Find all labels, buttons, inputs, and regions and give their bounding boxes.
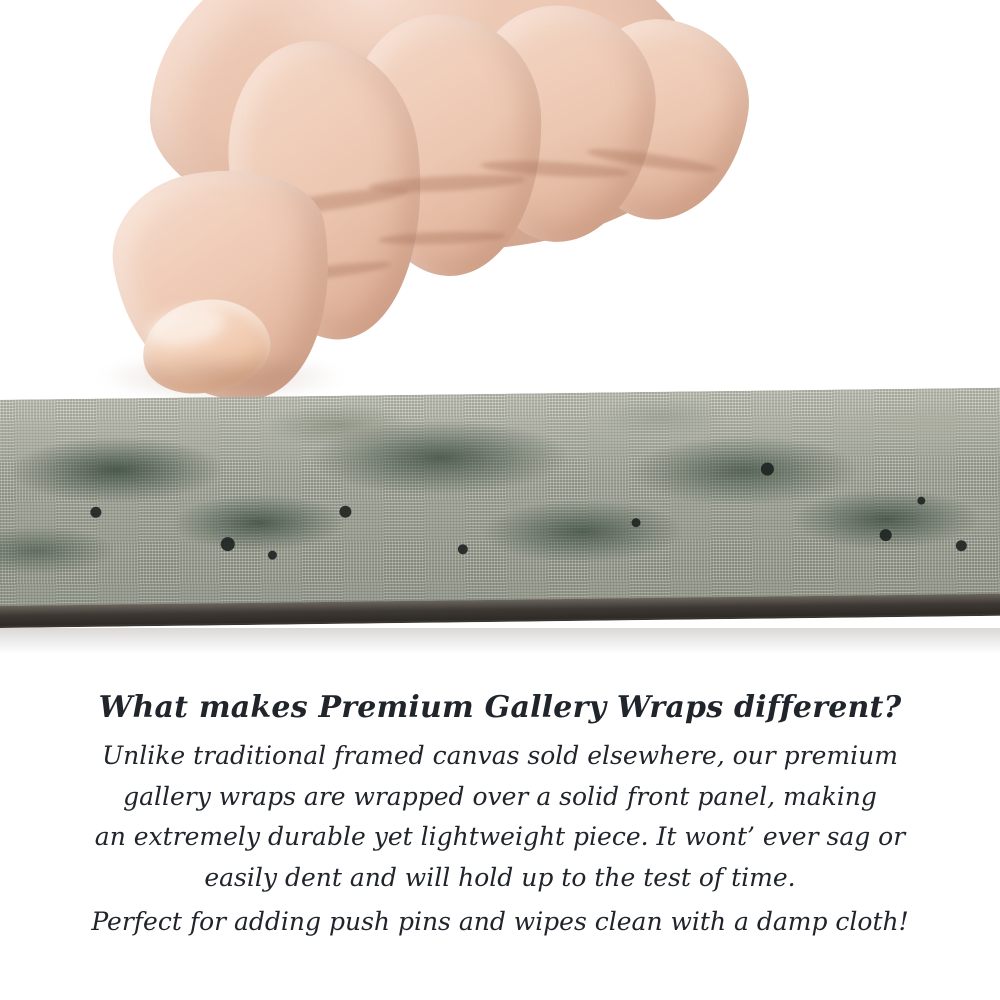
paint-speck [221,537,235,551]
caption-line: gallery wraps are wrapped over a solid front panel, making [123,781,877,811]
caption-body [0,739,1000,940]
caption-line: Perfect for adding push pins and wipes clean with a damp cloth! [91,907,909,936]
caption-line: easily dent and will hold up to the test of time. [204,862,796,892]
caption-line: Unlike traditional framed canvas sold elsewhere, our premium [102,741,898,770]
hand-illustration [0,0,1000,420]
caption-block [0,690,1000,946]
paint-speck [268,551,277,560]
paint-speck [90,507,101,518]
caption-line: an extremely durable yet lightweight piece. It wont’ ever sag or [94,822,906,851]
paint-speck [917,497,925,505]
canvas-drop-shadow [0,628,1000,654]
paint-speck [631,518,640,527]
finger-contact-shadow [96,352,346,402]
paint-speck [761,462,774,475]
paint-speck [956,540,967,551]
caption-title: What makes Premium Gallery Wraps different? [98,690,902,725]
paint-speck [458,544,468,554]
paint-speck [880,529,892,541]
paint-speck [339,506,351,518]
canvas-printed-surface [0,388,1000,610]
canvas-wrap-edge [0,388,1000,628]
